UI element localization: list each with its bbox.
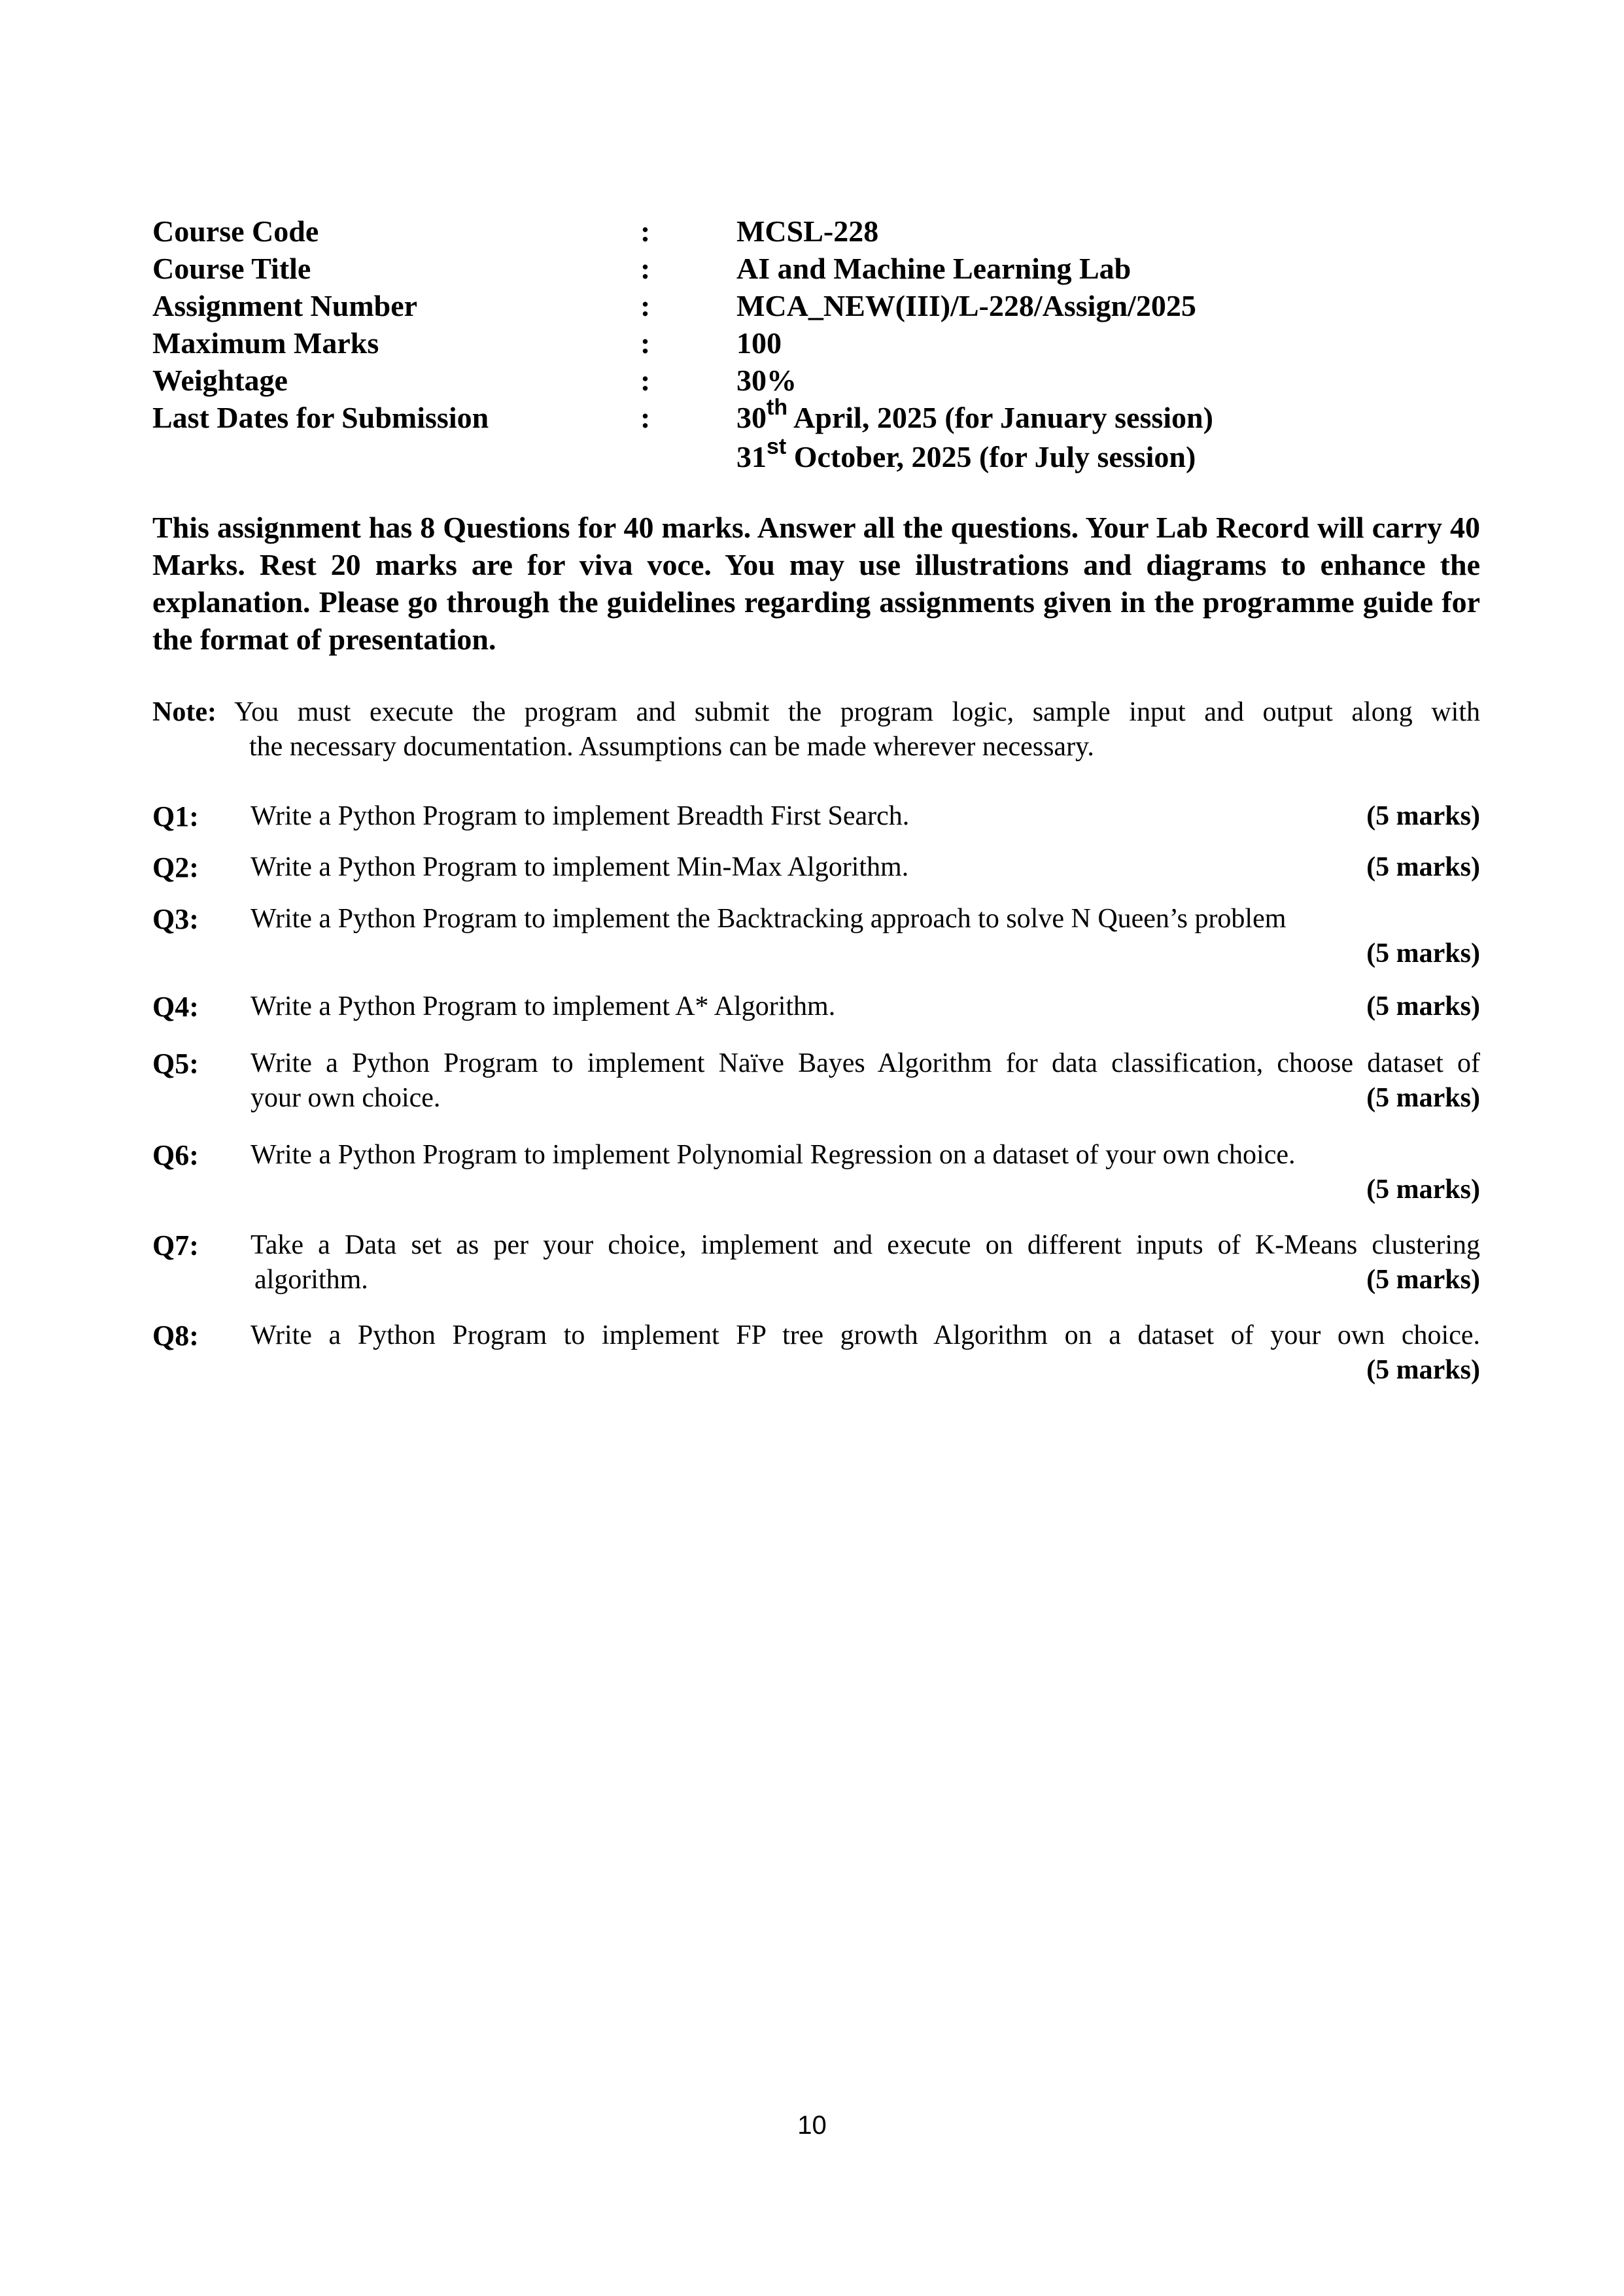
date-day: 30 [736, 401, 767, 434]
info-value: MCSL-228 [736, 214, 879, 248]
question-number: Q6: [152, 1139, 199, 1171]
note-line [152, 695, 1480, 730]
instructions-paragraph: This assignment has 8 Questions for 40 marks. Answer all the questions. Your Lab Record will carry 40 Marks. Rest 20 marks are for viva voce. You may use illustrations and diagrams to enhance the explanation. Please go through the guidelines regarding assignments given in the programme guide for the format of presentation. [152, 511, 1480, 656]
question-marks: (5 marks) [1366, 1174, 1480, 1205]
info-row-course-code [152, 213, 1362, 250]
question-marks: (5 marks) [1366, 1355, 1480, 1385]
question-number: Q2: [152, 851, 199, 883]
question-number: Q4: [152, 991, 199, 1023]
question-number: Q8: [152, 1320, 199, 1352]
question-number: Q3: [152, 903, 199, 935]
info-label: Maximum Marks [152, 326, 379, 360]
question-text: Write a Python Program to implement A* Algorithm. [251, 991, 836, 1021]
info-row-weightage [152, 362, 1362, 399]
info-colon: : [640, 326, 651, 360]
info-row-course-title [152, 250, 1362, 287]
date-rest: October, 2025 (for July session) [786, 440, 1196, 473]
question-body [251, 1318, 1480, 1388]
question-text: Write a Python Program to implement Naïve Bayes Algorithm for data classification, choose dataset of [251, 1048, 1480, 1078]
question-5 [152, 1046, 1480, 1116]
info-colon: : [640, 289, 651, 322]
note-text: You must execute the program and submit the program logic, sample input and output along with [234, 697, 1480, 727]
info-row-assignment-number [152, 287, 1362, 324]
info-value: AI and Machine Learning Lab [736, 252, 1132, 285]
info-label: Assignment Number [152, 289, 418, 322]
question-marks: (5 marks) [1366, 938, 1480, 968]
info-colon: : [640, 252, 651, 285]
info-row-maximum-marks [152, 324, 1362, 362]
question-body [251, 1228, 1480, 1297]
question-text: Write a Python Program to implement Breadth First Search. [251, 801, 910, 831]
note-block [152, 695, 1480, 764]
question-marks: (5 marks) [1366, 1083, 1480, 1113]
info-row-submission-dates-2 [152, 434, 1362, 477]
question-marks: (5 marks) [1366, 991, 1480, 1021]
question-text: Take a Data set as per your choice, implement and execute on different inputs of K-Means clustering [251, 1230, 1480, 1260]
question-number: Q5: [152, 1048, 199, 1080]
question-body [251, 902, 1480, 971]
date-day: 31 [736, 440, 767, 473]
question-7 [152, 1228, 1480, 1297]
info-label: Last Dates for Submission [152, 401, 489, 434]
question-line-2 [251, 1081, 1480, 1116]
date-suffix: th [767, 394, 788, 420]
submission-date-january [736, 394, 1213, 436]
question-number: Q1: [152, 800, 199, 832]
info-value: 100 [736, 326, 782, 360]
question-2 [152, 850, 1480, 885]
question-line-2 [251, 1263, 1480, 1297]
info-row-submission-dates [152, 394, 1362, 438]
question-body [251, 1138, 1480, 1207]
question-body [251, 850, 1480, 885]
question-text-continued: your own choice. [251, 1083, 441, 1113]
submission-date-july [736, 434, 1196, 475]
question-marks: (5 marks) [1366, 852, 1480, 882]
question-number: Q7: [152, 1229, 199, 1261]
info-colon: : [640, 214, 651, 248]
info-value: 30% [736, 364, 797, 397]
question-6 [152, 1138, 1480, 1207]
info-value: MCA_NEW(III)/L-228/Assign/2025 [736, 289, 1196, 322]
question-3 [152, 902, 1480, 971]
question-text: Write a Python Program to implement FP tree growth Algorithm on a dataset of your own choice. [251, 1320, 1480, 1350]
note-line-continued: the necessary documentation. Assumptions can be made wherever necessary. [249, 732, 1094, 762]
question-8 [152, 1318, 1480, 1388]
question-marks: (5 marks) [1366, 801, 1480, 831]
question-text: Write a Python Program to implement the Backtracking approach to solve N Queen’s problem [251, 904, 1287, 934]
assignment-info-table [152, 213, 1362, 477]
question-text: Write a Python Program to implement Min-Max Algorithm. [251, 852, 909, 882]
date-rest: April, 2025 (for January session) [787, 401, 1213, 434]
info-colon: : [640, 401, 651, 434]
info-label: Course Code [152, 214, 319, 248]
info-colon: : [640, 364, 651, 397]
page-number: 10 [797, 2111, 827, 2140]
note-label: Note: [152, 697, 216, 727]
question-1 [152, 799, 1480, 834]
question-body [251, 799, 1480, 834]
question-4 [152, 989, 1480, 1024]
question-marks: (5 marks) [1366, 1265, 1480, 1295]
question-text-continued: algorithm. [254, 1265, 368, 1295]
question-body [251, 1046, 1480, 1116]
question-text: Write a Python Program to implement Polynomial Regression on a dataset of your own choice. [251, 1140, 1296, 1170]
info-label: Weightage [152, 364, 288, 397]
info-label: Course Title [152, 252, 311, 285]
question-body [251, 989, 1480, 1024]
date-suffix: st [767, 434, 787, 459]
